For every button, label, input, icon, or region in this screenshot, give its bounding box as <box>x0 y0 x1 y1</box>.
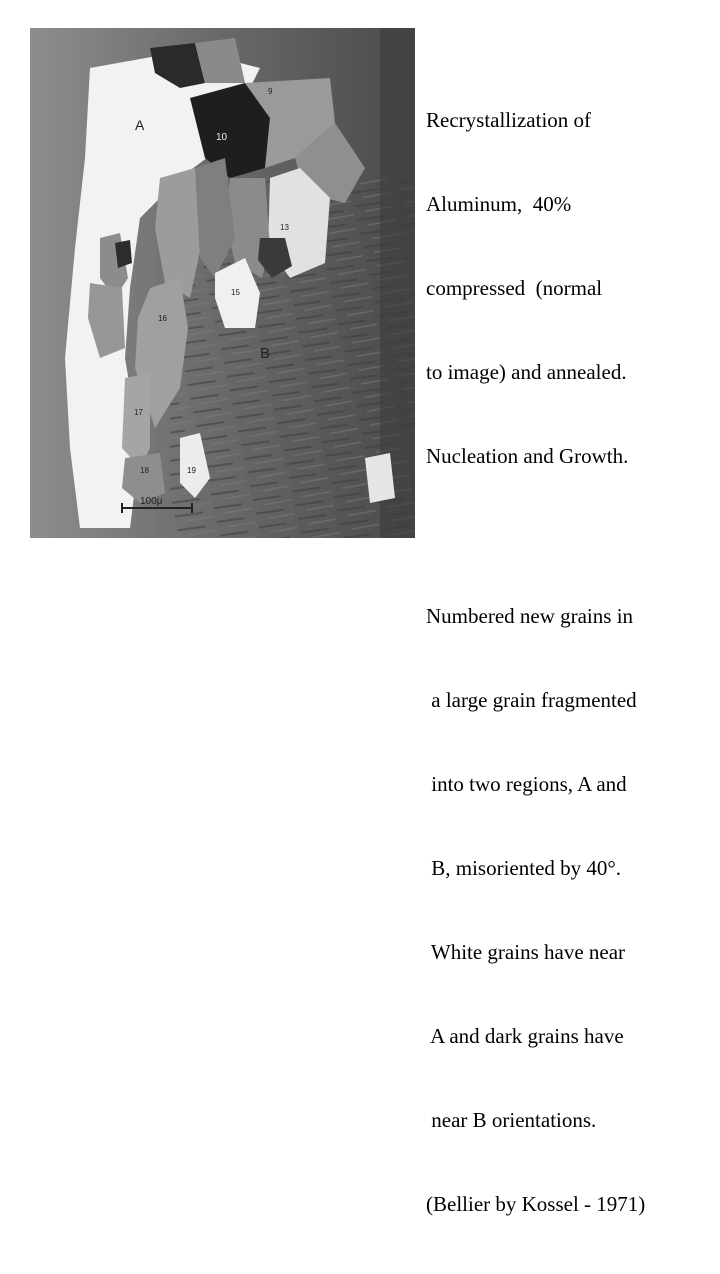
grain-label-17: 17 <box>134 408 143 417</box>
caption-line: B, misoriented by 40°. <box>426 856 622 880</box>
region-a-label: A <box>135 117 145 133</box>
caption-paragraph-1 <box>426 50 716 526</box>
grain-label-15: 15 <box>231 288 240 297</box>
grain-label-18: 18 <box>140 466 149 475</box>
micrograph-figure <box>30 28 415 538</box>
caption-line: a large grain fragmented <box>426 688 637 712</box>
scale-bar-label: 100μ <box>140 496 163 507</box>
grain-label-9: 9 <box>268 87 273 96</box>
caption-line: Nucleation and Growth. <box>426 444 629 468</box>
caption-line: to image) and annealed. <box>426 360 627 384</box>
grain-label-13: 13 <box>280 223 289 232</box>
grain-white-fleck <box>365 453 395 503</box>
grain-label-10: 10 <box>216 132 228 143</box>
caption-line: Numbered new grains in <box>426 604 634 628</box>
grain-dark-left <box>115 240 132 268</box>
caption-line: White grains have near <box>426 940 626 964</box>
caption-line: into two regions, A and <box>426 772 627 796</box>
caption-line: compressed (normal <box>426 276 603 300</box>
caption-line: Aluminum, 40% <box>426 192 572 216</box>
caption-paragraph-2 <box>426 546 716 1274</box>
grain-label-19: 19 <box>187 466 196 475</box>
caption-line: A and dark grains have <box>426 1024 624 1048</box>
caption-line: near B orientations. <box>426 1108 597 1132</box>
grain-label-16: 16 <box>158 314 167 323</box>
caption-line: (Bellier by Kossel - 1971) <box>426 1192 646 1216</box>
region-b-label: B <box>260 345 271 362</box>
caption <box>426 50 716 1274</box>
micrograph-image <box>30 28 415 538</box>
caption-line: Recrystallization of <box>426 108 592 132</box>
